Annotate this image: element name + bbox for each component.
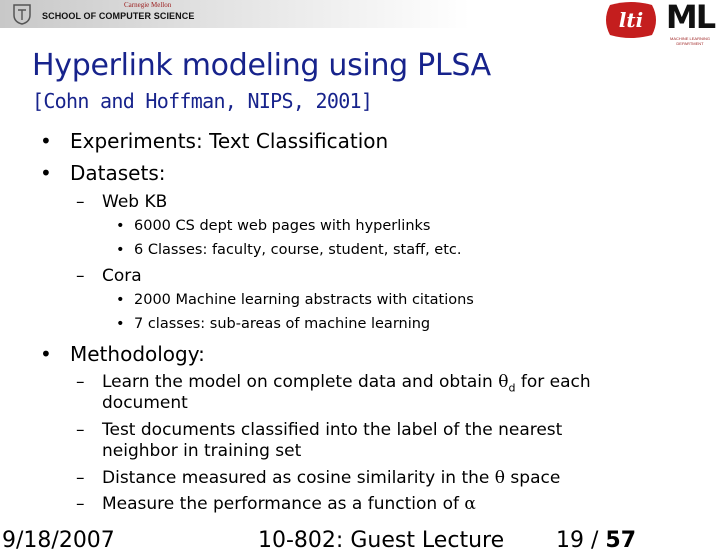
webkb-detail-classes: 6 Classes: faculty, course, student, staff, etc. [134, 242, 462, 258]
bullet-experiments: Experiments: Text Classification [70, 129, 389, 153]
cora-detail-abstracts: 2000 Machine learning abstracts with citations [134, 292, 474, 308]
alpha-symbol: α [464, 494, 476, 514]
school-name: SCHOOL OF COMPUTER SCIENCE [42, 11, 195, 21]
bullet-dot: • [116, 292, 125, 308]
dash-marker: – [76, 372, 85, 392]
method-distance-text: Distance measured as cosine similarity in the [102, 468, 495, 488]
cmu-seal-icon [12, 3, 32, 25]
dataset-webkb: Web KB [102, 192, 168, 212]
method-measure [102, 494, 476, 514]
ml-logo-subtext: MACHINE LEARNING DEPARTMENT [669, 36, 710, 46]
lti-logo [602, 2, 660, 38]
method-learn-tail: for each [515, 372, 591, 392]
page-total: 57 [605, 528, 637, 553]
dash-marker: – [76, 494, 85, 514]
bullet-datasets: Datasets: [70, 161, 166, 185]
method-distance [102, 468, 560, 488]
bullet-dot: • [116, 218, 125, 234]
footer-page-number [556, 528, 636, 553]
theta-symbol: θ [494, 468, 506, 488]
bullet-dot: • [116, 316, 125, 332]
dash-marker: – [76, 468, 85, 488]
cora-detail-classes: 7 classes: sub-areas of machine learning [134, 316, 431, 332]
slide-header [0, 0, 720, 46]
dataset-cora: Cora [102, 266, 142, 286]
method-learn-continuation: document [102, 393, 188, 413]
slide-citation: [Cohn and Hoffman, NIPS, 2001] [32, 89, 373, 113]
method-learn-model [102, 372, 591, 394]
method-measure-text: Measure the performance as a function of [102, 494, 465, 514]
bullet-dot: • [40, 342, 52, 366]
theta-subscript: d [508, 381, 516, 395]
ml-logo [664, 2, 716, 48]
footer-course: 10-802: Guest Lecture [258, 528, 505, 553]
dash-marker: – [76, 192, 85, 212]
university-name: Carnegie Mellon [124, 1, 172, 9]
bullet-dot: • [40, 161, 52, 185]
page-separator: / [591, 528, 599, 553]
theta-symbol: θ [498, 372, 509, 392]
lti-logo-text: lti [618, 8, 644, 32]
slide-title: Hyperlink modeling using PLSA [32, 48, 491, 83]
method-learn-text: Learn the model on complete data and obtain [102, 372, 499, 392]
ml-logo-text: ML [665, 0, 715, 36]
method-test-continuation: neighbor in training set [102, 441, 302, 461]
bullet-dot: • [116, 242, 125, 258]
footer-date: 9/18/2007 [2, 528, 115, 553]
dash-marker: – [76, 266, 85, 286]
page-current: 19 [556, 528, 584, 553]
bullet-dot: • [40, 129, 52, 153]
bullet-methodology: Methodology: [70, 342, 205, 366]
method-distance-tail: space [505, 468, 561, 488]
dash-marker: – [76, 420, 85, 440]
webkb-detail-pages: 6000 CS dept web pages with hyperlinks [134, 218, 431, 234]
method-test-docs: Test documents classified into the label of the nearest [102, 420, 563, 440]
